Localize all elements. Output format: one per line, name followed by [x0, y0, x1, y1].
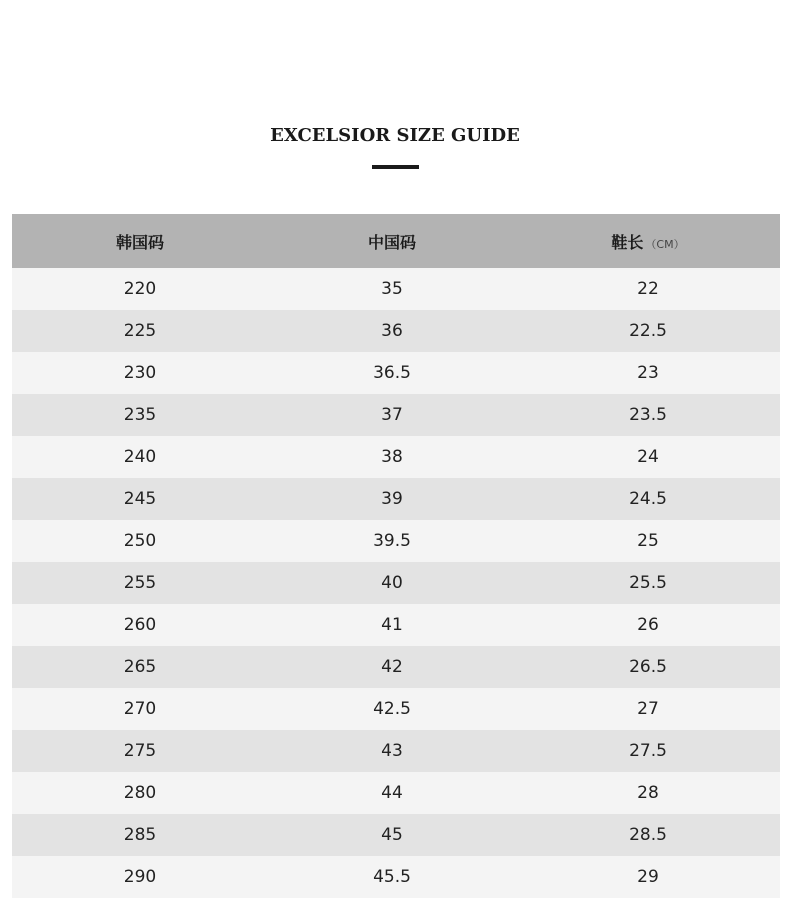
table-row: [12, 730, 780, 772]
cell-shoe-length: 23.5: [629, 405, 667, 425]
cell-chinese-size: 45: [381, 825, 403, 845]
cell-chinese-size: 41: [381, 615, 403, 635]
table-row: [12, 394, 780, 436]
cell-shoe-length: 29: [637, 867, 659, 887]
cell-shoe-length: 22.5: [629, 321, 667, 341]
table-row: [12, 646, 780, 688]
cell-korean-size: 230: [123, 363, 157, 383]
cell-shoe-length: 25.5: [629, 573, 667, 593]
table-row: [12, 520, 780, 562]
cell-korean-size: 235: [123, 405, 157, 425]
header-chinese-size: 中国码: [367, 232, 416, 252]
table-row: [12, 772, 780, 814]
cell-chinese-size: 39.5: [373, 531, 411, 551]
cell-chinese-size: 36.5: [373, 363, 411, 383]
cell-korean-size: 255: [123, 573, 157, 593]
table-row: [12, 268, 780, 310]
table-row: [12, 478, 780, 520]
table-row: [12, 436, 780, 478]
cell-chinese-size: 35: [381, 279, 403, 299]
cell-chinese-size: 42: [381, 657, 403, 677]
table-body: [12, 268, 780, 898]
cell-korean-size: 260: [123, 615, 157, 635]
table-row: [12, 604, 780, 646]
cell-korean-size: 275: [123, 741, 157, 761]
cell-korean-size: 285: [123, 825, 157, 845]
cell-korean-size: 290: [123, 867, 157, 887]
cell-korean-size: 220: [123, 279, 157, 299]
cell-korean-size: 240: [123, 447, 157, 467]
cell-shoe-length: 26.5: [629, 657, 667, 677]
table-row: [12, 856, 780, 898]
table-row: [12, 814, 780, 856]
cell-shoe-length: 27: [637, 699, 659, 719]
table-row: [12, 562, 780, 604]
cell-chinese-size: 36: [381, 321, 403, 341]
cell-korean-size: 245: [123, 489, 157, 509]
header-shoe-length-label: 鞋长: [611, 232, 644, 252]
header-shoe-length: [516, 230, 780, 253]
cell-chinese-size: 45.5: [373, 867, 411, 887]
cell-shoe-length: 25: [637, 531, 659, 551]
size-guide-table: [12, 214, 780, 898]
cell-chinese-size: 38: [381, 447, 403, 467]
cell-shoe-length: 24.5: [629, 489, 667, 509]
cell-shoe-length: 27.5: [629, 741, 667, 761]
cell-shoe-length: 28.5: [629, 825, 667, 845]
cell-chinese-size: 44: [381, 783, 403, 803]
cell-chinese-size: 37: [381, 405, 403, 425]
cell-chinese-size: 43: [381, 741, 403, 761]
cell-shoe-length: 24: [637, 447, 659, 467]
table-row: [12, 352, 780, 394]
cell-korean-size: 265: [123, 657, 157, 677]
cell-shoe-length: 26: [637, 615, 659, 635]
cell-chinese-size: 40: [381, 573, 403, 593]
cell-chinese-size: 39: [381, 489, 403, 509]
header-length-unit: （CM）: [645, 237, 685, 251]
table-row: [12, 688, 780, 730]
cell-korean-size: 280: [123, 783, 157, 803]
table-header-row: [12, 214, 780, 268]
cell-korean-size: 270: [123, 699, 157, 719]
header-korean-size: 韩国码: [115, 232, 164, 252]
cell-shoe-length: 22: [637, 279, 659, 299]
cell-korean-size: 250: [123, 531, 157, 551]
page-title: EXCELSIOR SIZE GUIDE: [270, 125, 520, 146]
cell-korean-size: 225: [123, 321, 157, 341]
cell-chinese-size: 42.5: [373, 699, 411, 719]
title-underline: [372, 165, 419, 169]
table-row: [12, 310, 780, 352]
cell-shoe-length: 28: [637, 783, 659, 803]
cell-shoe-length: 23: [637, 363, 659, 383]
